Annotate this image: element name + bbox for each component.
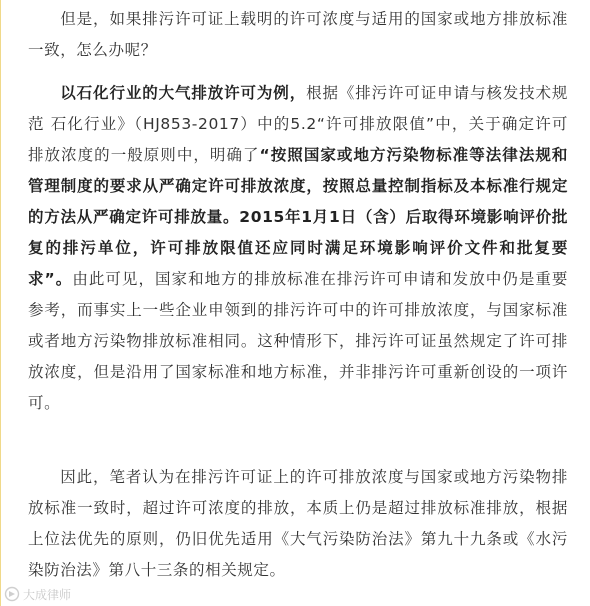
paragraph-text: 但是，如果排污许可证上载明的许可浓度与适用的国家或地方排放标准一致，怎么办呢？ <box>28 10 568 59</box>
watermark-text: 大成律师 <box>23 587 72 602</box>
brand-logo-icon <box>4 586 20 602</box>
regulation-quote-bold: “按照国家或地方污染物标准等法律法规和管理制度的要求从严确定许可排放浓度，按照总量控制指标及本标准行规定的方法从严确定许可排放量。2015年1月1日（含）后取得环境影响评价批复的排污单位，许可排放限值还应同时满足环境影响评价文件和批复要求”。 <box>28 146 568 288</box>
paragraph-lead-bold: 以石化行业的大气排放许可为例， <box>60 84 307 102</box>
paragraph-question <box>28 4 568 66</box>
paragraph-conclusion <box>28 462 568 586</box>
watermark <box>4 584 71 604</box>
paragraph-text: 由此可见，国家和地方的排放标准在排污许可申请和发放中仍是重要参考，而事实上一些企业申领到的排污许可中的许可排放浓度，与国家标准或者地方污染物排放标准相同。这种情形下，排污许可证虽然规定了许可排放浓度，但是沿用了国家标准和地方标准，并非排污许可重新创设的一项许可。 <box>28 270 568 412</box>
paragraph-text: 根据《排污许可证申请与核发技术规范 石化行业》（HJ853-2017）中的5.2“许可排放限值”中，关于确定许可排放浓度的一般原则中，明确了 <box>28 84 568 164</box>
paragraph-text: 因此，笔者认为在排污许可证上的许可排放浓度与国家或地方污染物排放标准一致时，超过许可浓度的排放，本质上仍是超过排放标准排放，根据上位法优先的原则，仍旧优先适用《大气污染防治法》第九十九条或《水污染防治法》第八十三条的相关规定。 <box>28 468 568 579</box>
paragraph-petrochemical-example <box>28 78 568 419</box>
